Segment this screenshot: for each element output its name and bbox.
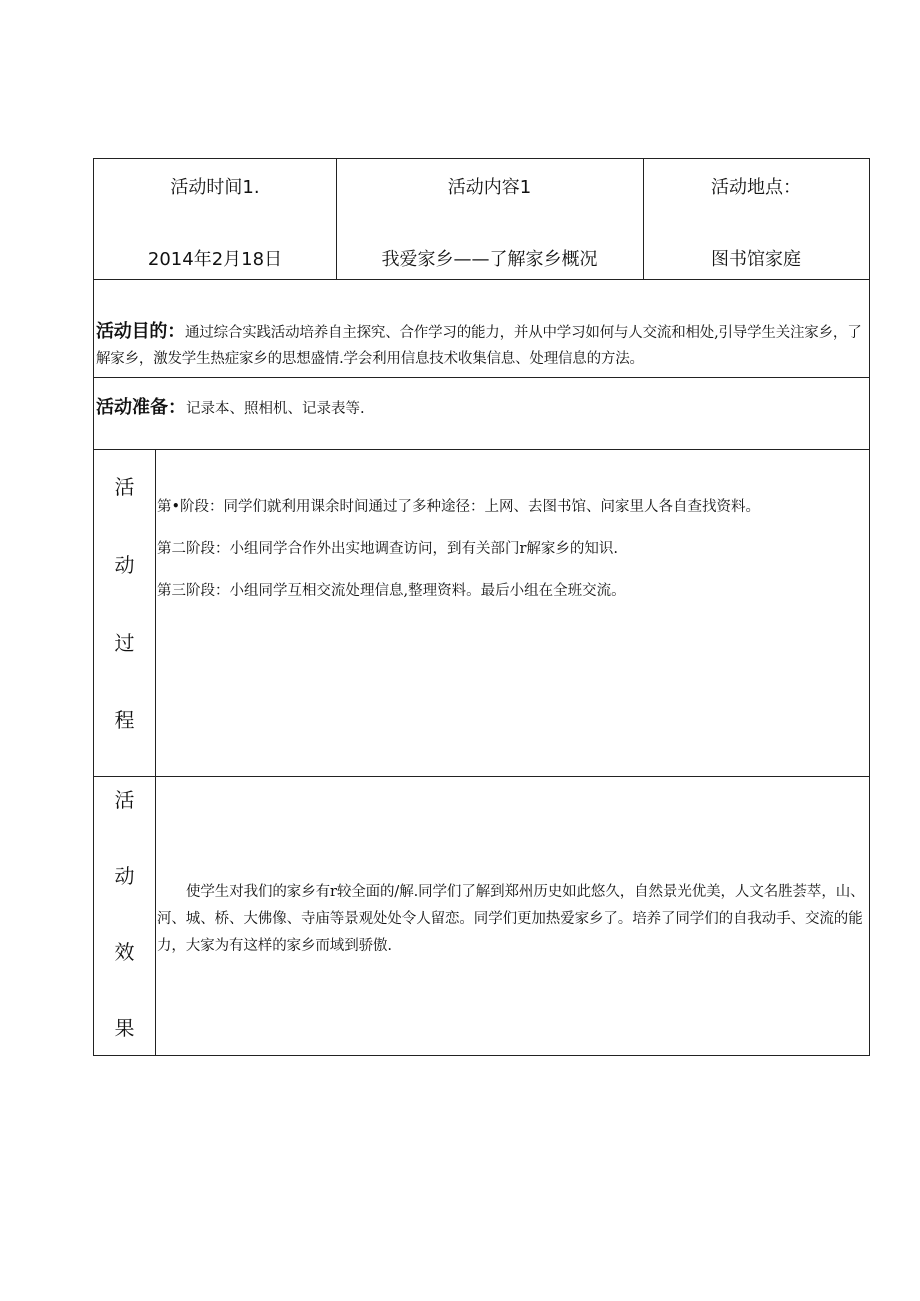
time-value: 2014年2月18日 — [147, 249, 283, 270]
prep-text: 记录本、照相机、记录表等. — [186, 401, 365, 417]
effect-char-3: 效 — [114, 940, 135, 964]
effect-char-2: 动 — [114, 864, 135, 888]
content-value: 我爱家乡——了解家乡概况 — [381, 249, 598, 270]
process-row — [94, 449, 869, 777]
time-cell — [94, 159, 337, 279]
goal-row — [94, 279, 869, 378]
prep-paragraph — [96, 393, 365, 419]
stage-3: 第三阶段：小组同学互相交流处理信息,整理资料。最后小组在全班交流。 — [157, 583, 626, 599]
process-side-label — [94, 449, 156, 776]
activity-record-table — [93, 158, 870, 1056]
process-char-2: 动 — [114, 553, 135, 577]
effect-paragraph: 使学生对我们的家乡有r较全面的/解.同学们了解到郑州历史如此悠久，自然景光优美，人文名胜荟萃，山、河、城、桥、大佛像、寺庙等景观处处令人留恋。同学们更加热爱家乡了。培养了同学们的自我动手、交流的能力，大家为有这样的家乡而域到骄傲. — [157, 884, 865, 954]
goal-paragraph — [96, 319, 871, 372]
process-char-4: 程 — [114, 708, 135, 732]
content-cell — [336, 159, 644, 279]
place-label: 活动地点： — [711, 177, 801, 198]
effect-side-label — [94, 776, 156, 1056]
stage-1: 第•阶段：同学们就利用课余时间通过了多种途径：上网、去图书馆、问家里人各自查找资料。 — [157, 499, 761, 515]
stage-2: 第二阶段：小组同学合作外出实地调查访问，到有关部门r解家乡的知识. — [157, 541, 619, 557]
prep-label: 活动准备： — [96, 397, 186, 418]
goal-text: 通过综合实践活动培养自主探究、合作学习的能力，并从中学习如何与人交流和相处,引导学生关注家乡，了解家乡，激发学生热症家乡的思想盛情.学会利用信息技术收集信息、处理信息的方法。 — [96, 325, 862, 367]
time-label: 活动时间1. — [170, 177, 260, 198]
goal-label: 活动目的： — [96, 321, 185, 342]
effect-row — [94, 776, 869, 1056]
place-value: 图书馆家庭 — [711, 249, 801, 270]
prep-row — [94, 377, 869, 450]
process-char-1: 活 — [114, 475, 135, 499]
effect-char-4: 果 — [114, 1016, 135, 1040]
place-cell — [643, 159, 869, 279]
effect-char-1: 活 — [114, 788, 135, 812]
header-row — [94, 159, 869, 280]
process-char-3: 过 — [114, 631, 135, 655]
content-label: 活动内容1 — [447, 177, 532, 198]
